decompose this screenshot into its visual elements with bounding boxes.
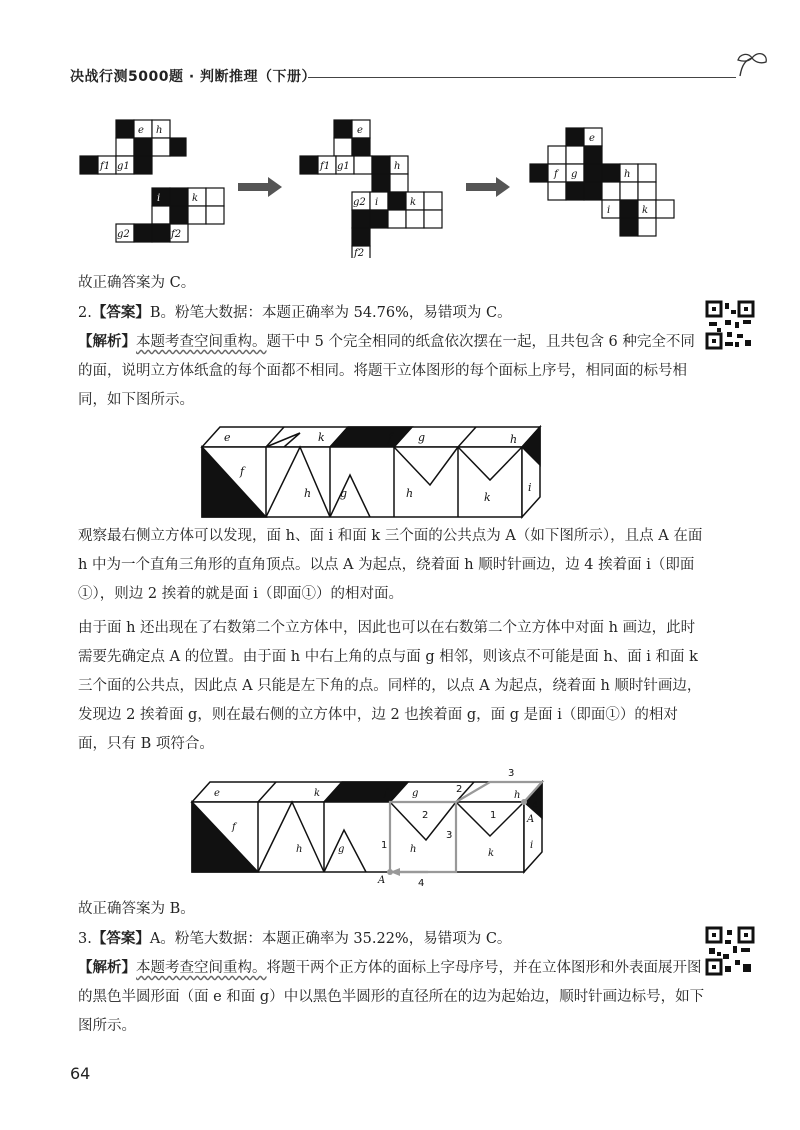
net2-label-k: k [410,197,417,208]
cube1-front-h2: h [406,487,414,500]
cube2-top-g: g [412,788,419,799]
header-rule [308,77,736,78]
q3-analysis-topic: 本题考查空间重构。 [136,960,267,976]
arrow-right-icon [466,176,512,198]
net2-label-f1: f1 [320,161,331,172]
cube2-edge-4: 4 [418,878,425,888]
cube2-top-k: k [314,788,321,799]
net1-label-i: i [157,193,161,204]
cube2-edge-2: 2 [422,810,429,821]
cube1-top-h: h [510,433,518,446]
analysis-paragraph-3: 观察最右侧立方体可以发现，面 h、面 i 和面 k 三个面的公共点为 A（如下图所示），且点 A 在面 h 中为一个直角三角形的直角顶点。以点 A 为起点，绕着面 h 顺时针画边，边 4 挨着面 i（即面①），则边 2 挨着的就是面 i（即面①）的相对面。 [78,528,703,602]
cube2-edge-1: 1 [381,840,388,851]
q3-analysis [78,953,706,1041]
cube1-side-i: i [528,481,532,494]
cube-net-figure-3 [528,126,678,242]
cube2-edge-1b: 1 [490,810,497,821]
cube2-edge-3b: 3 [508,768,515,779]
net2-label-h: h [394,161,401,172]
net3-label-g: g [571,169,578,180]
cube2-point-A2: A [532,790,540,801]
cube2-point-A3: A [527,814,535,825]
net3-label-i: i [607,205,611,216]
net1-label-h: h [156,125,163,136]
q2-analysis-text: 题干中 5 个完全相同的纸盒依次摆在一起，且共包含 6 种完全不同的面，说明立方体纸盒的每个面都不相同。将题干立体图形的每个面标上序号，相同面的标号相同，如下图所示。 [78,334,695,408]
net3-label-f: f [554,169,558,180]
cube-net-figure-1 [78,118,228,244]
book-header-title: 决战行测5000题 · 判断推理（下册） [70,69,317,85]
net2-label-i: i [375,197,379,208]
net2-label-e: e [357,125,363,136]
net1-label-g1: g1 [117,161,130,172]
qr-code-icon[interactable] [705,300,755,350]
cube2-front-g: g [338,844,345,855]
q3-answer-tag: 【答案】 [91,930,150,947]
q2-answer-line [78,298,706,328]
arrow-right-icon [238,176,284,198]
q3-answer-line [78,924,706,954]
page-number: 64 [70,1064,91,1083]
net1-label-f2: f2 [171,229,182,240]
cube1-top-k: k [318,431,325,444]
net2-label-f2: f2 [354,248,365,258]
cube2-point-A1: A [378,875,386,886]
q3-analysis-text: 将题干两个正方体的面标上字母序号，并在立体图形和外表面展开图的黑色半圆形面（面 e 和面 g）中以黑色半圆形的直径所在的边为起始边，顺时针画边标号，如下图所示。 [78,960,705,1034]
q3-answer-text: A。粉笔大数据：本题正确率为 35.22%，易错项为 C。 [149,931,512,947]
q3-analysis-tag: 【解析】 [78,959,136,976]
net1-label-k: k [192,193,199,204]
cube1-front-k: k [484,491,491,504]
q2-number: 2. [78,305,92,321]
cube2-side-i: i [530,840,534,851]
net3-label-h: h [624,169,631,180]
cube2-edge-2b: 2 [456,784,463,795]
cube2-front-h: h [296,844,303,855]
q3-number: 3. [78,931,92,947]
q2-answer-tag: 【答案】 [91,304,150,321]
cube-net-figure-2 [298,118,448,258]
analysis-paragraph-4: 由于面 h 还出现在了右数第二个立方体中，因此也可以在右数第二个立方体中对面 h 画边，此时需要先确定点 A 的位置。由于面 h 中右上角的点与面 g 相邻，则该点不可能是面 h、面 i 和面 k 三个面的公共点，因此点 A 只能是左下角的点。同样的，以点 A 为起点，绕着面 h 顺时针画边，发现边 2 挨着面 g，则在最右侧的立方体中，边 2 也挨着面 g，面 g 是面 i（即面①）的相对面，只有 B 项符合。 [78,620,702,752]
leaf-icon [732,50,772,80]
net2-label-g2: g2 [353,197,366,208]
qr-code-icon[interactable] [705,926,755,976]
q2-analysis-topic: 本题考查空间重构。 [136,334,267,350]
cube2-front-h2: h [410,844,417,855]
net1-label-f1: f1 [100,161,111,172]
q2-answer-text: B。粉笔大数据：本题正确率为 54.76%，易错项为 C。 [149,305,512,321]
cube2-front-k: k [488,848,495,859]
q2-analysis-tag: 【解析】 [78,333,136,350]
cube2-top-h: h [514,790,521,801]
cube1-top-g: g [418,431,426,444]
cube1-front-h: h [304,487,312,500]
conclusion-q2: 故正确答案为 B。 [78,901,195,917]
cube-row-figure-1 [200,425,545,521]
cube2-top-f: f [384,788,388,799]
net2-label-g1: g1 [337,161,350,172]
q2-analysis [78,327,706,415]
conclusion-q1: 故正确答案为 C。 [78,275,196,291]
net3-label-e: e [589,133,595,144]
cube2-edge-3: 3 [446,830,453,841]
cube-row-figure-2 [190,768,550,888]
cube2-edge-4b: 4 [532,800,539,811]
cube1-top-f: f [388,431,393,444]
net1-label-e: e [138,125,144,136]
cube1-front-f: f [240,465,245,478]
cube2-front-f: f [232,822,236,833]
cube1-top-e: e [224,431,231,444]
net3-label-k: k [642,205,649,216]
net1-label-g2: g2 [117,229,130,240]
cube2-top-e: e [214,788,220,799]
cube1-front-g: g [340,487,348,500]
